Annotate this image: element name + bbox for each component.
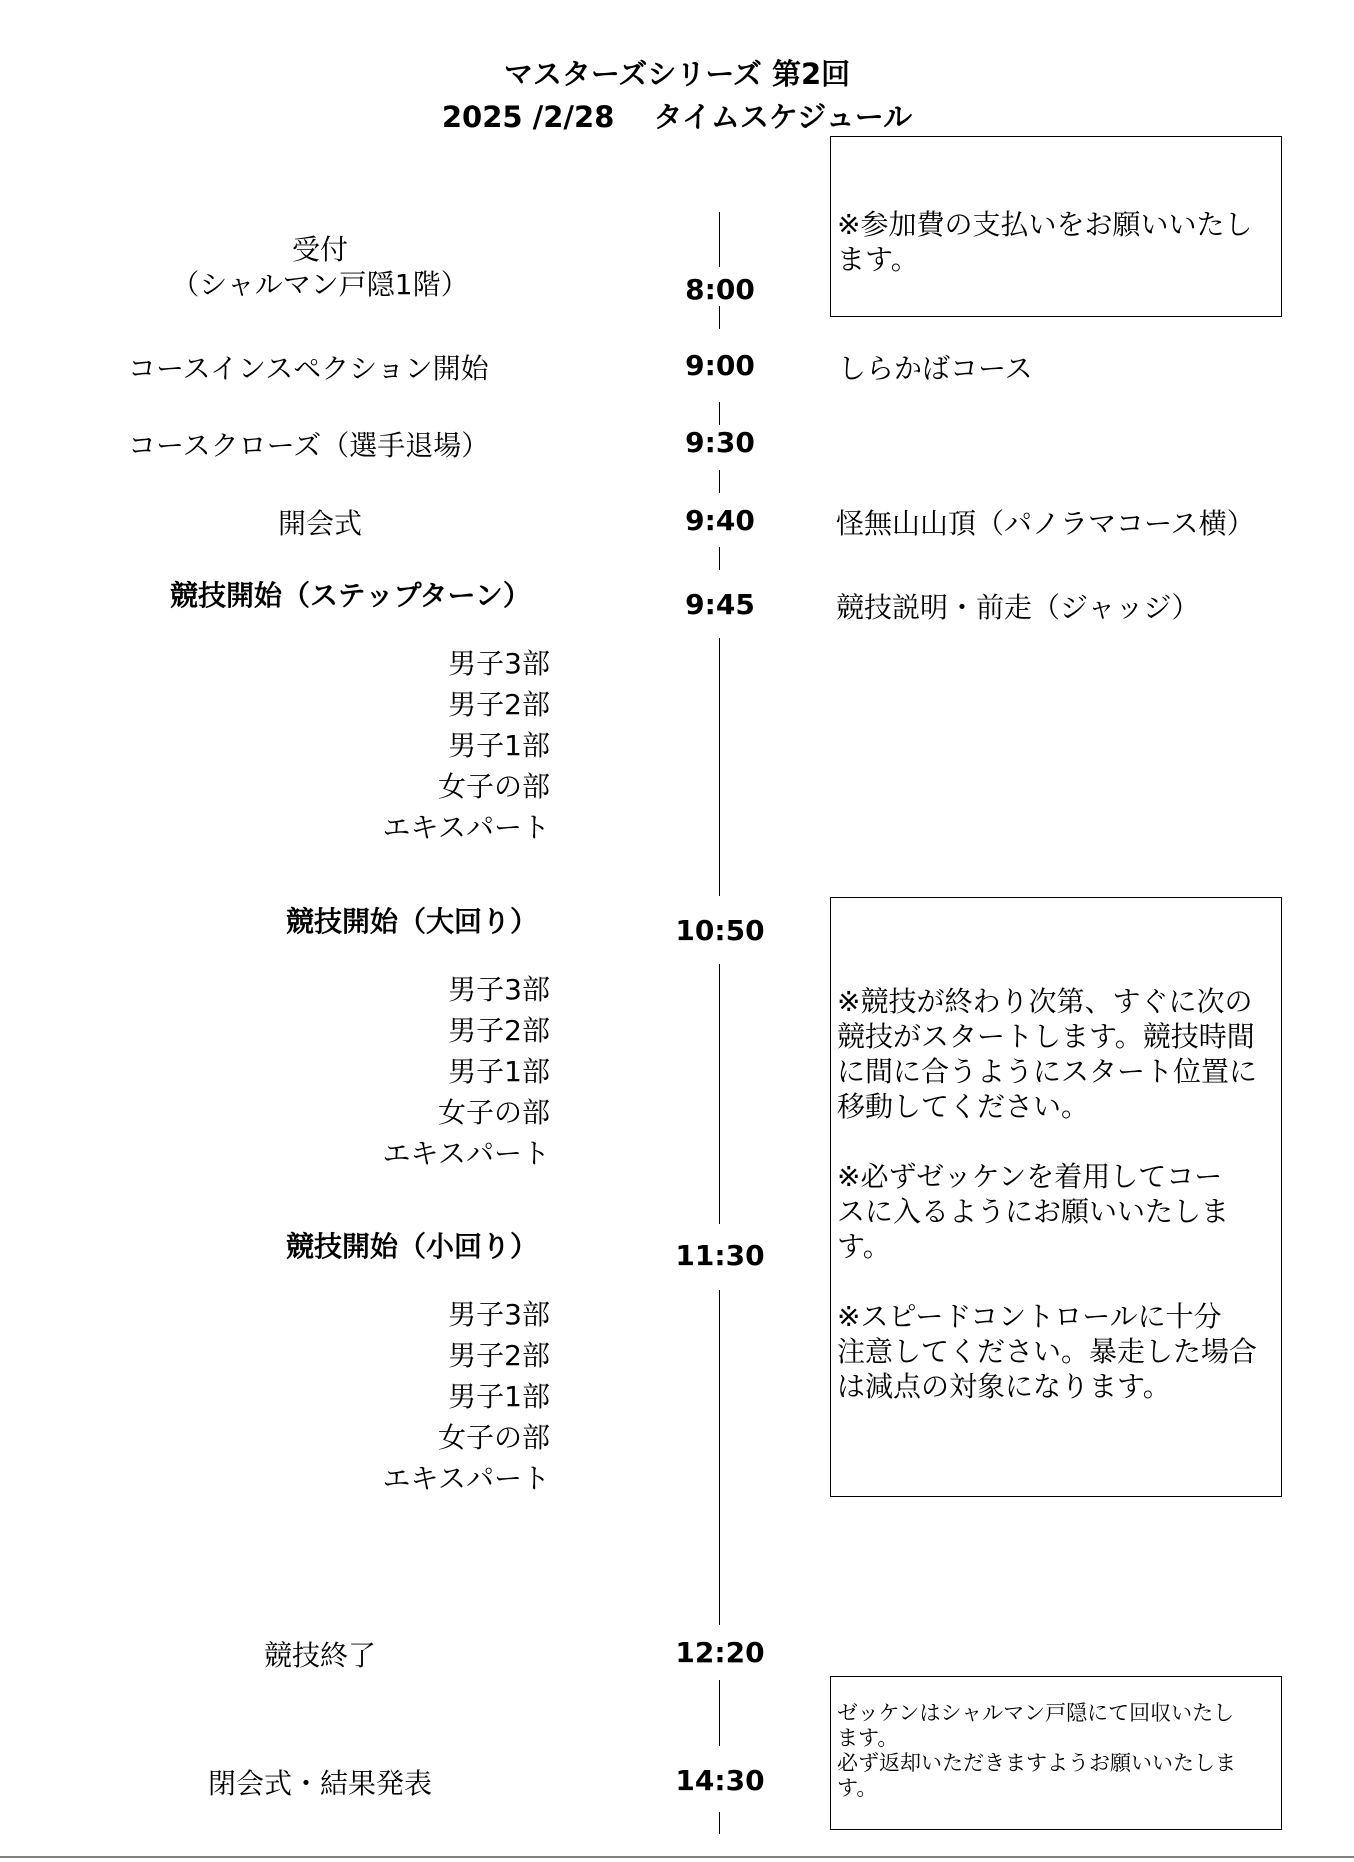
competition-note-line: に間に合うようにスタート位置に: [837, 1055, 1258, 1088]
division-item: 男子2部: [448, 1339, 550, 1372]
bib-note-line: ます。: [837, 1726, 899, 1750]
division-item: 男子3部: [448, 647, 550, 680]
time-end: 12:20: [675, 1636, 765, 1669]
division-item: エキスパート: [382, 1462, 550, 1495]
course-close-label: コースクローズ（選手退場）: [128, 429, 490, 462]
time-small-turn: 11:30: [675, 1239, 765, 1272]
division-item: 男子2部: [448, 1014, 550, 1047]
division-item: 女子の部: [437, 1421, 550, 1454]
division-item: エキスパート: [382, 811, 550, 844]
reception-location: （シャルマン戸隠1階）: [171, 268, 469, 301]
timeline-line: [719, 964, 720, 1224]
competition-note-line: す。: [837, 1230, 891, 1263]
page-bottom-divider: [0, 1856, 1354, 1858]
small-turn-label: 競技開始（小回り）: [286, 1230, 539, 1263]
step-turn-note: 競技説明・前走（ジャッジ）: [836, 591, 1200, 624]
division-item: エキスパート: [382, 1137, 550, 1170]
competition-note-box: [830, 897, 1282, 1497]
timeline-line: [719, 547, 720, 570]
opening-label: 開会式: [277, 507, 362, 540]
bib-note-line: す。: [837, 1776, 878, 1800]
time-reception: 8:00: [685, 273, 755, 306]
division-item: 男子3部: [448, 973, 550, 1006]
competition-note-line: 競技がスタートします。競技時間: [837, 1020, 1255, 1053]
large-turn-label: 競技開始（大回り）: [286, 905, 539, 938]
time-closing: 14:30: [675, 1764, 765, 1797]
time-step-turn: 9:45: [685, 588, 755, 621]
inspection-note: しらかばコース: [838, 352, 1033, 385]
page-subtitle: 2025 /2/28 タイムスケジュール: [441, 100, 913, 134]
timeline-line: [719, 638, 720, 896]
payment-note-line: ※参加費の支払いをお願いいたし: [837, 208, 1253, 241]
page-title: マスターズシリーズ 第2回: [503, 57, 851, 91]
timeline-line: [719, 1290, 720, 1625]
division-item: 男子1部: [448, 1055, 550, 1088]
competition-note-line: 移動してください。: [837, 1090, 1090, 1123]
timeline-line: [719, 212, 720, 267]
bib-note-line: 必ず返却いただきますようお願いいたしま: [837, 1751, 1236, 1775]
division-item: 女子の部: [437, 770, 550, 803]
competition-note-line: スに入るようにお願いいたしま: [837, 1195, 1230, 1228]
competition-note-line: は減点の対象になります。: [837, 1370, 1171, 1403]
division-item: 女子の部: [437, 1096, 550, 1129]
payment-note-box: [830, 136, 1282, 317]
reception-label: 受付: [291, 233, 348, 266]
competition-note-line: 注意してください。暴走した場合: [837, 1335, 1258, 1368]
inspection-label: コースインスペクション開始: [128, 352, 489, 385]
end-label: 競技終了: [263, 1639, 376, 1672]
competition-note-line: ※スピードコントロールに十分: [837, 1300, 1222, 1333]
time-large-turn: 10:50: [675, 914, 765, 947]
closing-label: 閉会式・結果発表: [207, 1767, 432, 1800]
competition-note-line: ※必ずゼッケンを着用してコー: [837, 1160, 1223, 1193]
bib-return-note-box: [830, 1676, 1282, 1830]
timeline-line: [719, 402, 720, 425]
timeline-line: [719, 306, 720, 329]
division-item: 男子3部: [448, 1298, 550, 1331]
step-turn-label: 競技開始（ステップターン）: [170, 579, 531, 612]
time-course-close: 9:30: [685, 426, 755, 459]
division-item: 男子1部: [448, 1380, 550, 1413]
timeline-line: [719, 470, 720, 493]
division-item: 男子1部: [448, 729, 550, 762]
time-inspection: 9:00: [685, 349, 755, 382]
time-opening: 9:40: [685, 504, 755, 537]
division-item: 男子2部: [448, 688, 550, 721]
payment-note-line: ます。: [837, 243, 919, 276]
opening-note: 怪無山山頂（パノラマコース横）: [836, 507, 1255, 540]
timeline-line: [719, 1680, 720, 1746]
bib-note-line: ゼッケンはシャルマン戸隠にて回収いたし: [837, 1701, 1235, 1725]
competition-note-line: ※競技が終わり次第、すぐに次の: [837, 985, 1253, 1018]
timeline-line: [719, 1812, 720, 1834]
